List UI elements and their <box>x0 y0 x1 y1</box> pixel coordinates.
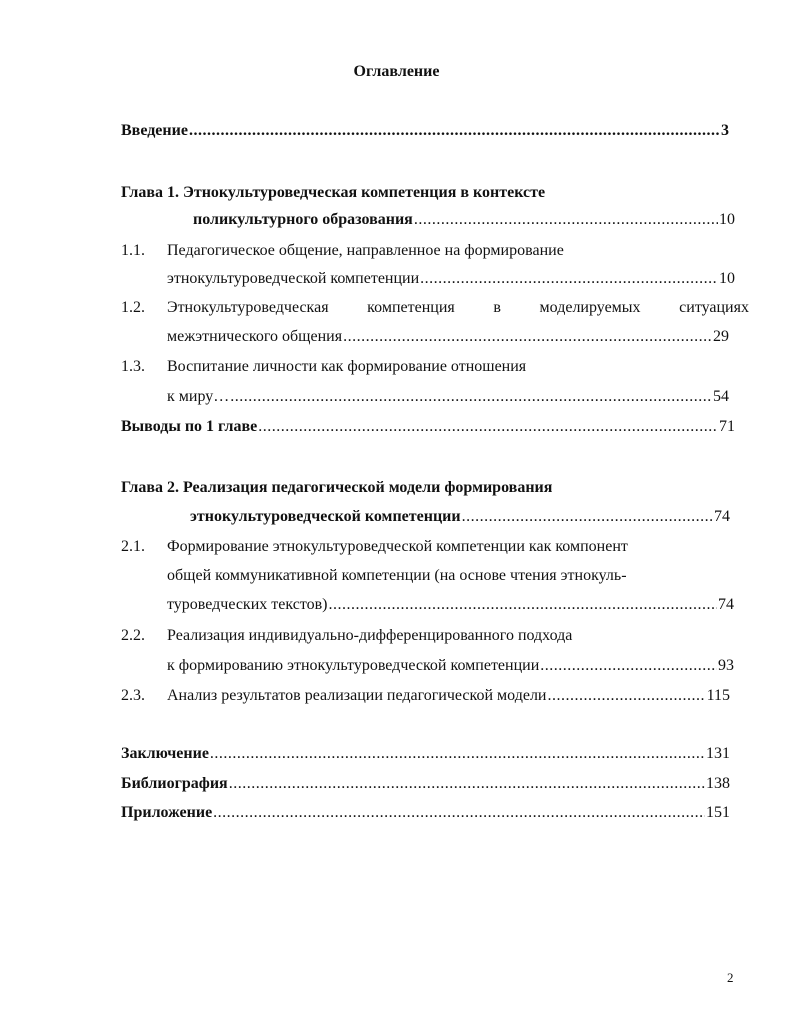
toc-entry-chapter-2[interactable] <box>190 507 730 527</box>
toc-entry-2-3[interactable] <box>121 686 730 706</box>
toc-label: Приложение <box>121 804 213 821</box>
toc-label: Реализация индивидуально-дифференцированного подхода <box>167 627 573 644</box>
toc-entry-2-2[interactable] <box>167 656 734 676</box>
section-number: 1.3. <box>121 358 145 375</box>
leader-dots <box>548 686 706 706</box>
toc-label: Введение <box>121 122 188 139</box>
toc-page: 74 <box>714 508 730 525</box>
toc-entry-appendix[interactable] <box>121 803 730 823</box>
toc-label: Педагогическое общение, направленное на формирование <box>167 242 564 259</box>
toc-label: к формированию этнокультуроведческой компетенции <box>167 657 540 674</box>
toc-label: Выводы по 1 главе <box>121 418 258 435</box>
toc-entry-intro[interactable] <box>121 121 729 141</box>
toc-entry-bibliography[interactable] <box>121 774 730 794</box>
leader-dots <box>420 269 718 289</box>
leader-dots <box>329 595 718 615</box>
toc-label: туроведческих текстов) <box>167 596 328 613</box>
page-number: 2 <box>727 970 734 985</box>
leader-dots <box>414 210 718 230</box>
toc-entry-1-2[interactable] <box>167 327 729 347</box>
toc-label: этнокультуроведческой компетенции <box>167 270 420 287</box>
leader-dots <box>229 774 705 794</box>
leader-dots <box>540 656 717 676</box>
toc-page: 115 <box>706 687 730 704</box>
section-number: 2.2. <box>121 627 145 644</box>
leader-dots <box>210 744 705 764</box>
toc-label: межэтнического общения <box>167 328 343 345</box>
leader-dots <box>230 387 712 407</box>
chapter-1-heading[interactable]: Глава 1. Этнокультуроведческая компетенция в контексте <box>121 184 546 201</box>
toc-label: поликультурного образования <box>193 211 413 228</box>
toc-page: 71 <box>719 418 735 435</box>
justified-line <box>167 298 749 318</box>
leader-dots <box>462 507 713 527</box>
toc-page: 74 <box>718 596 734 613</box>
toc-entry-1-1[interactable] <box>167 269 735 289</box>
leader-dots <box>189 121 720 141</box>
toc-label: этнокультуроведческой компетенции <box>190 508 461 525</box>
toc-entry-2-1-line1[interactable] <box>121 537 628 557</box>
leader-dots <box>343 327 712 347</box>
toc-page: 10 <box>719 270 735 287</box>
toc-label: Анализ результатов реализации педагогической модели <box>167 687 547 704</box>
toc-label: Воспитание личности как формирование отношения <box>167 358 527 375</box>
toc-entry-chapter-1-conclusion[interactable] <box>121 417 735 437</box>
toc-page: 10 <box>719 211 735 228</box>
toc-label: Библиография <box>121 775 228 792</box>
toc-entry-1-2-line1[interactable] <box>121 298 749 318</box>
section-number: 1.2. <box>121 299 145 316</box>
toc-label: Заключение <box>121 745 209 762</box>
section-number: 1.1. <box>121 242 145 259</box>
word: Этнокультуроведческая <box>167 299 329 316</box>
word: ситуациях <box>679 299 749 316</box>
toc-entry-conclusion[interactable] <box>121 744 730 764</box>
section-number: 2.3. <box>121 687 145 704</box>
toc-page: 54 <box>713 388 729 405</box>
word: в <box>493 299 501 316</box>
toc-entry-2-2-line1[interactable] <box>121 626 572 646</box>
toc-page: 151 <box>706 804 730 821</box>
leader-dots <box>213 803 705 823</box>
toc-entry-1-3-line1[interactable] <box>121 357 526 377</box>
toc-entry-1-1-line1[interactable] <box>121 241 564 261</box>
toc-page: 138 <box>706 775 730 792</box>
toc-page: 131 <box>706 745 730 762</box>
page-title: Оглавление <box>353 63 440 80</box>
toc-page: 93 <box>718 657 734 674</box>
word: моделируемых <box>539 299 641 316</box>
toc-entry-2-1[interactable] <box>167 595 734 615</box>
toc-page: 3 <box>721 122 729 139</box>
toc-entry-chapter-1[interactable] <box>193 210 735 230</box>
toc-label: Формирование этнокультуроведческой компетенции как компонент <box>167 538 628 555</box>
toc-label: к миру… <box>167 388 230 405</box>
chapter-2-heading[interactable]: Глава 2. Реализация педагогической модели формирования <box>121 479 553 496</box>
word: компетенция <box>367 299 455 316</box>
leader-dots <box>258 417 718 437</box>
toc-entry-1-3[interactable] <box>167 387 729 407</box>
section-number: 2.1. <box>121 538 145 555</box>
toc-page: 29 <box>713 328 729 345</box>
toc-entry-2-1-line2[interactable]: общей коммуникативной компетенции (на основе чтения этнокуль- <box>167 567 627 584</box>
